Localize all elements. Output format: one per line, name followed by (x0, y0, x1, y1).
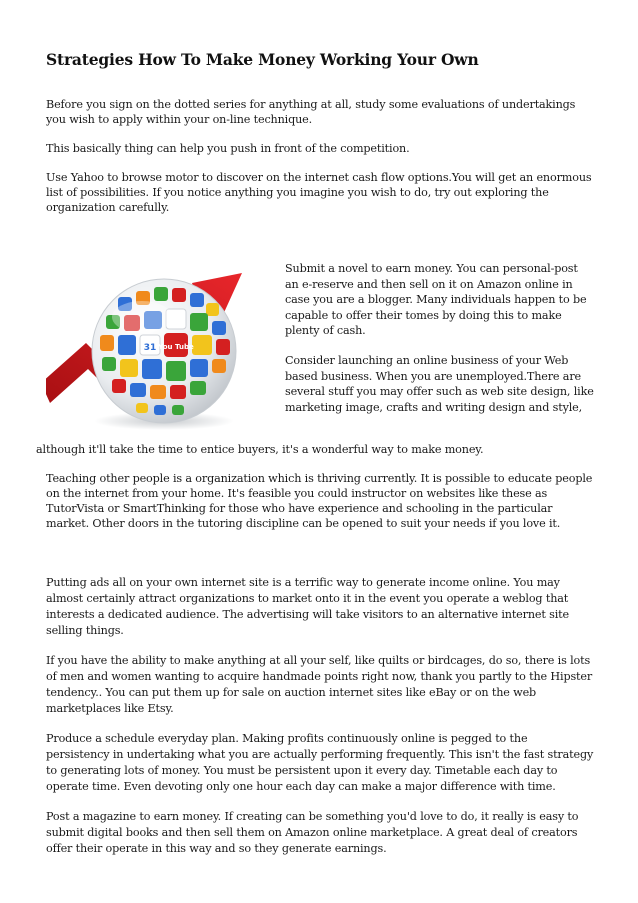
tile-label-youtube: You Tube (158, 343, 194, 351)
paragraph-9: Produce a schedule everyday plan. Making profits continuously online is pegged to the persistency in undertaking what you are actually performing frequently. This isn't the fast strategy to generating lots of money. You must be persistent upon it every day. Timetable each day to operate time. Even devoting only one hour each day can make a major difference with time. (46, 732, 594, 793)
paragraph-5b: although it'll take the time to entice buyers, it's a wonderful way to make money. (36, 443, 484, 456)
paragraph-1: Before you sign on the dotted series for anything at all, study some evaluations of undertakings you wish to apply within your on-line technique. (46, 98, 576, 126)
paragraph-5a: Consider launching an online business of your Web based business. When you are unemployed.There are several stuff you may offer such as web site design, like marketing image, crafts and writing design and style, (285, 353, 594, 414)
globe-with-app-icons-image (46, 255, 276, 432)
paragraph-2: This basically thing can help you push in front of the competition. (46, 142, 410, 155)
paragraph-10: Post a magazine to earn money. If creating can be something you'd love to do, it really is easy to submit digital books and then sell them on Amazon online marketplace. A great deal of creators offer their operate in this way and so they generate earnings. (46, 810, 579, 855)
page-title: Strategies How To Make Money Working Your Own (46, 50, 479, 69)
document-page (36, 0, 594, 857)
figure-with-text (46, 261, 594, 442)
paragraph-4: Submit a novel to earn money. You can personal-post an e-reserve and then sell on it on Amazon online in case you are a blogger. Many individuals happen to be capable to offer their tomes by doing this to make plenty of cash. (285, 262, 587, 338)
paragraph-8: If you have the ability to make anything at all your self, like quilts or birdcages, do so, there is lots of men and women wanting to acquire handmade points right now, thank you partly to the Hipster tendency.. You can put them up for sale on auction internet sites like eBay or on the web marketplaces like Etsy. (46, 654, 593, 715)
paragraph-7: Putting ads all on your own internet site is a terrific way to generate income online. You may almost certainly attract organizations to market onto it in the event you operate a weblog that interests a dedicated audience. The advertising will take visitors to an alternative internet site selling things. (46, 576, 569, 637)
paragraph-6: Teaching other people is a organization which is thriving currently. It is possible to educate people on the internet from your home. It's feasible you could instructor on websites like these as TutorVista or SmartThinking for those who have experience and schooling in the particular market. Other doors in the tutoring discipline can be opened to suit your needs if you love it. (46, 472, 593, 530)
tile-label-calendar: 31 (143, 343, 157, 353)
figure-side-text (285, 261, 594, 415)
paragraph-3: Use Yahoo to browse motor to discover on the internet cash flow options.You will get an enormous list of possibilities. If you notice anything you imagine you wish to do, try out exploring the organization carefully. (46, 171, 592, 214)
